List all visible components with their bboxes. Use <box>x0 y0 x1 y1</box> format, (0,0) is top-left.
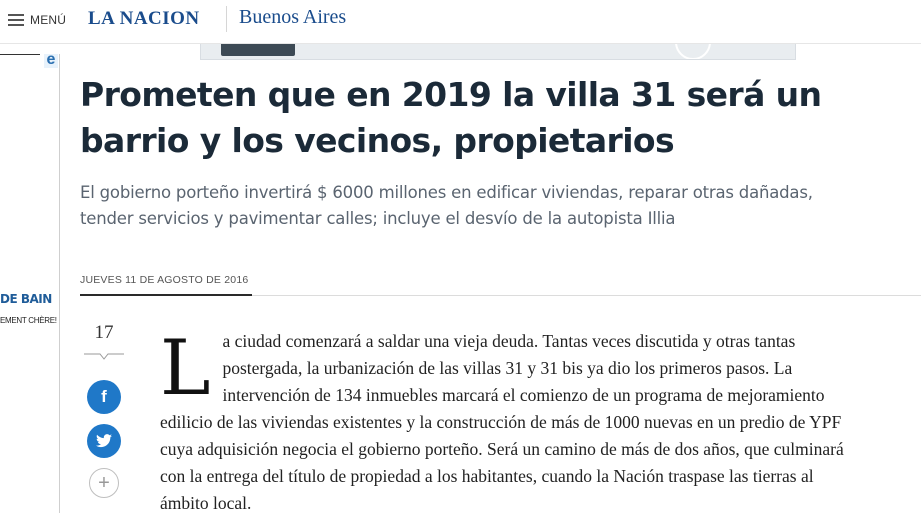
ad-circle-shape <box>675 44 711 60</box>
site-logo[interactable]: LA NACION <box>88 8 200 29</box>
menu-button[interactable] <box>8 10 66 30</box>
logo-divider <box>226 6 227 32</box>
date-underline <box>80 294 252 296</box>
menu-label: MENÚ <box>30 13 67 27</box>
facebook-icon: f <box>101 387 107 406</box>
section-title[interactable]: Buenos Aires <box>239 6 347 28</box>
article-paragraph: a ciudad comenzará a saldar una vieja deuda. Tantas veces discutida y otras tantas postergada, la urbanización de las villas 31 y 31 bis ya dio los primeros pasos. La intervención de 134 inmuebles marcará el comienzo de un programa de mejoramiento edilicio de las viviendas existentes y la construcción de más de 1000 nuevas en un predio de YPF cuya adquisición negocia el gobierno porteño. Será un camino de más de dos años, que culminará con la entrega del título de propiedad a los habitantes, cuando la Nación traspase las tierras al ámbito local. <box>160 331 844 513</box>
rail-ad-tagline: EMENT CHÈRE! <box>0 316 57 325</box>
date-rule <box>252 295 921 296</box>
article-headline: Prometen que en 2019 la villa 31 será un barrio y los vecinos, propietarios <box>80 75 822 160</box>
ad-product-image <box>221 44 295 56</box>
ad-banner[interactable] <box>200 44 796 60</box>
article-subtitle: El gobierno porteño invertirá $ 6000 millones en edificar viviendas, reparar otras dañadas, tender servicios y pavimentar calles; incluye el desvío de la autopista Illia <box>80 183 813 228</box>
article-date: JUEVES 11 DE AGOSTO DE 2016 <box>80 274 249 286</box>
comment-count[interactable]: 17 <box>94 322 114 343</box>
more-share-button[interactable] <box>89 468 119 498</box>
ad-choice-icon[interactable]: e <box>44 54 58 68</box>
plus-icon: + <box>98 471 110 494</box>
twitter-share-button[interactable] <box>87 424 121 458</box>
hamburger-icon <box>8 14 24 26</box>
rail-ad-brand[interactable]: DE BAIN <box>0 292 52 306</box>
left-rail-ad <box>0 51 60 513</box>
drop-cap: L <box>160 323 211 412</box>
twitter-icon <box>96 434 112 448</box>
comment-bubble-tail-icon <box>84 352 124 360</box>
facebook-share-button[interactable] <box>87 380 121 414</box>
rail-divider <box>0 54 40 55</box>
article-body <box>160 323 860 513</box>
top-header <box>0 0 921 44</box>
